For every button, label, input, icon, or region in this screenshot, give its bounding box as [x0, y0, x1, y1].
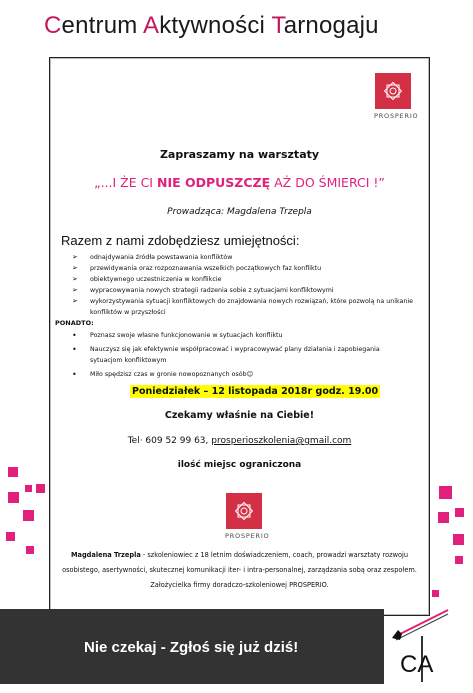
- contact-line: [50, 436, 429, 446]
- decor-square: [25, 485, 32, 492]
- title-part-2: ktywności: [159, 12, 272, 39]
- decor-square: [26, 546, 34, 554]
- decor-square: [432, 590, 439, 597]
- title-initial-t: T: [271, 12, 284, 39]
- trainer-name: Magdalena Trzepla: [70, 551, 141, 559]
- headline-part-1: „...I ŻE CI: [94, 175, 157, 190]
- flower-icon: [231, 498, 257, 524]
- decor-square: [6, 532, 15, 541]
- title-part-1: entrum: [61, 12, 143, 39]
- workshop-poster: [49, 57, 430, 616]
- logo-label: PROSPERIO: [225, 532, 270, 540]
- email-link[interactable]: prosperioszkolenia@gmail.com: [211, 436, 352, 446]
- headline-bold: NIE ODPUSZCZĘ: [156, 175, 271, 190]
- decor-square: [455, 508, 464, 517]
- list-item: • Nauczysz się jak efektywnie współpracować i wypracowywać plany działania i zapobiegania sytuacjom konfliktowym: [72, 344, 412, 366]
- more-list: [72, 330, 412, 383]
- title-part-3: arnogaju: [283, 12, 379, 39]
- event-date: Poniedziałek – 12 listopada 2018r godz. 19.00: [132, 386, 379, 397]
- list-item: ➢ przewidywania oraz rozpoznawania wszelkich początkowych faz konfliktu: [72, 263, 422, 274]
- ponadto-label: PONADTO:: [55, 319, 94, 327]
- decor-square: [455, 556, 463, 564]
- leader-line: Prowadząca: Magdalena Trzepla: [167, 207, 312, 217]
- prosperio-logo: [226, 493, 262, 529]
- list-item: • Poznasz swoje własne funkcjonowanie w sytuacjach konfliktu: [72, 330, 412, 341]
- ca-logo-text: CA: [400, 651, 434, 678]
- decor-square: [439, 486, 452, 499]
- skills-heading: Razem z nami zdobędziesz umiejętności:: [61, 233, 300, 248]
- page-title: [44, 12, 379, 40]
- invite-text: Zapraszamy na warsztaty: [159, 148, 320, 161]
- decor-square: [8, 467, 18, 477]
- prosperio-logo: [375, 73, 411, 109]
- phone-number: Tel· 609 52 99 63,: [127, 436, 209, 446]
- seats-note: ilość miejsc ograniczona: [177, 460, 302, 470]
- decor-square: [453, 534, 464, 545]
- headline-part-2: AŻ: [270, 175, 296, 190]
- skills-list: [72, 252, 422, 318]
- list-item: ➢ wykorzystywania sytuacji konfliktowych do znajdowania nowych rozwiązań, które pozwolą na unikanie konfliktów w przyszłości: [72, 296, 422, 318]
- logo-label: PROSPERIO: [374, 112, 419, 120]
- decor-square: [23, 510, 34, 521]
- list-item: • Miło spędzisz czas w gronie nowopoznanych osób☺: [72, 369, 412, 380]
- decor-square: [8, 492, 19, 503]
- wait-text: Czekamy właśnie na Ciebie!: [164, 410, 315, 421]
- headline-part-3: DO ŚMIERCI !”: [295, 175, 385, 190]
- title-initial-a: A: [143, 12, 160, 39]
- list-item: ➢ wypracowywania nowych strategii radzenia sobie z sytuacjami konfliktowymi: [72, 285, 422, 296]
- title-initial-c: C: [44, 12, 62, 39]
- bio-text: - szkoleniowiec z 18 letnim doświadczeniem, coach, prowadzi warsztaty rozwoju osobistego, asertywności, skutecznej komunikacji iter- i intra-personalnej, zarządzania sobą oraz zespołem. Założycielka firmy doradczo-szkoleniowej PROSPERIO.: [62, 551, 417, 589]
- workshop-headline: [50, 175, 429, 190]
- list-item: ➢ odnajdywania źródła powstawania konfliktów: [72, 252, 422, 263]
- decor-square: [36, 484, 45, 493]
- ca-logo-icon: [388, 606, 458, 684]
- trainer-bio: [56, 548, 423, 593]
- cta-text: Nie czekaj - Zgłoś się już dziś!: [84, 639, 299, 656]
- flower-icon: [380, 78, 406, 104]
- list-item: ➢ obiektywnego uczestniczenia w konflikcie: [72, 274, 422, 285]
- decor-square: [438, 512, 449, 523]
